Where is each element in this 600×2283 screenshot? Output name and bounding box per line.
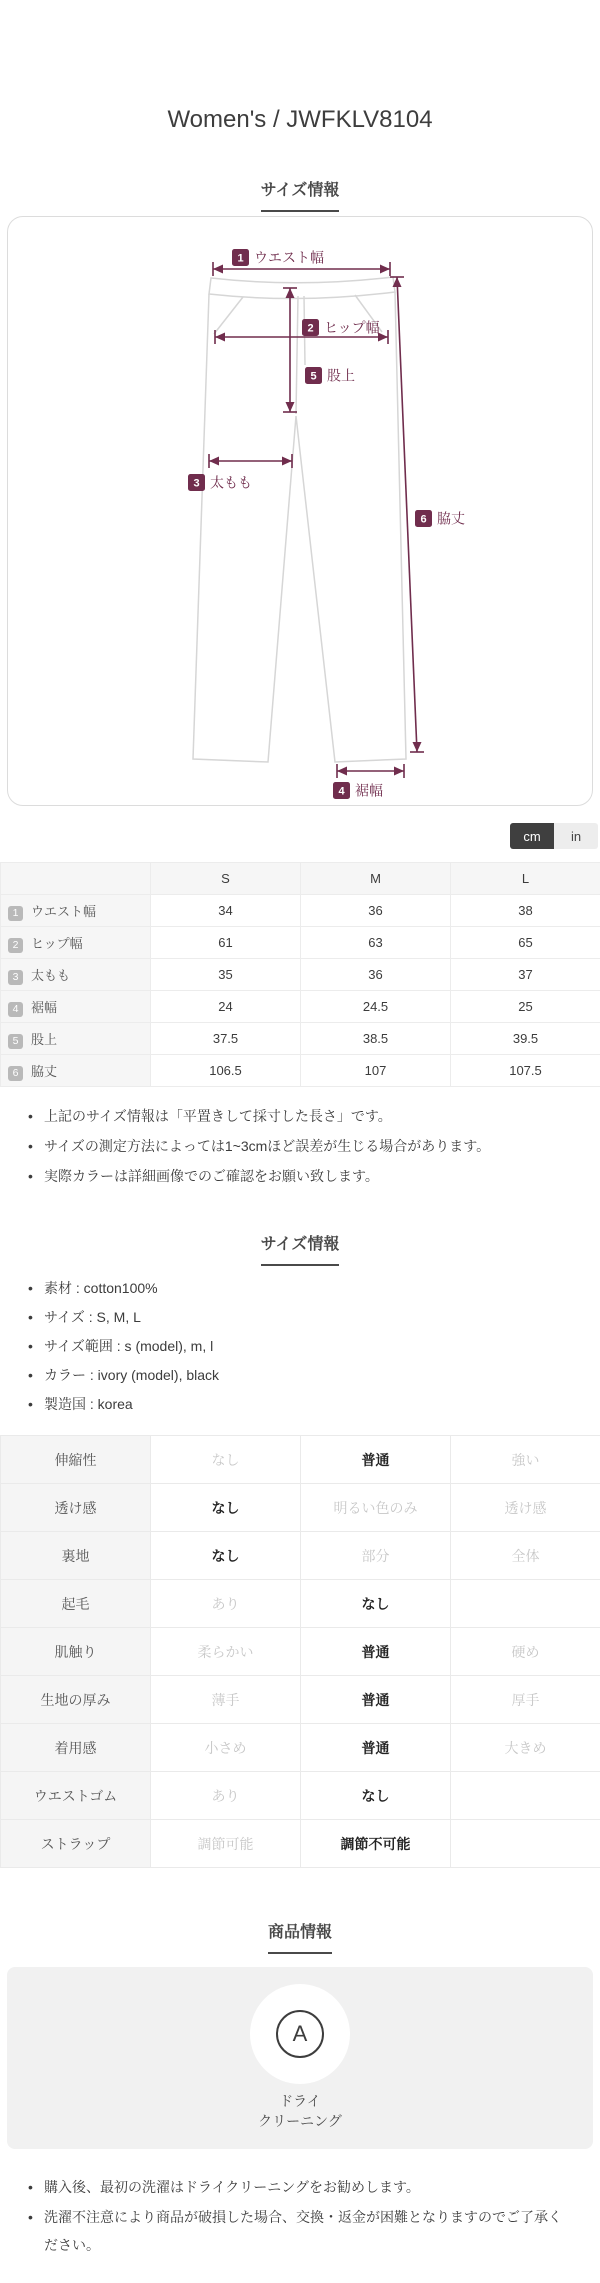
info-item: • サイズ範囲 : s (model), m, l xyxy=(26,1332,574,1361)
svg-text:太もも: 太もも xyxy=(210,474,252,491)
attribute-option: なし xyxy=(151,1436,301,1484)
row-label: 6 脇丈 xyxy=(1,1055,151,1087)
attribute-option: なし xyxy=(301,1772,451,1820)
size-value-cell: 34 xyxy=(151,895,301,927)
size-diagram-panel xyxy=(7,216,593,806)
info-section-heading: サイズ情報 xyxy=(0,1235,600,1266)
circled-a-symbol: A xyxy=(276,2010,324,2058)
note-item: • サイズの測定方法によっては1~3cmほど誤差が生じる場合があります。 xyxy=(26,1131,574,1161)
hip-width-arrow xyxy=(215,319,388,344)
attribute-option: あり xyxy=(151,1772,301,1820)
attribute-option: 柔らかい xyxy=(151,1628,301,1676)
product-section-heading: 商品情報 xyxy=(0,1923,600,1954)
size-table xyxy=(0,862,600,1087)
size-value-cell: 61 xyxy=(151,927,301,959)
size-table-row xyxy=(1,991,600,1023)
svg-text:裾幅: 裾幅 xyxy=(355,782,383,799)
row-label: 5 股上 xyxy=(1,1023,151,1055)
note-item: • 洗濯不注意により商品が破損した場合、交換・返金が困難となりますのでご了承ください。 xyxy=(26,2203,574,2259)
attribute-row xyxy=(1,1628,600,1676)
row-number-badge: 6 xyxy=(8,1066,23,1081)
attribute-row xyxy=(1,1772,600,1820)
info-item: • 素材 : cotton100% xyxy=(26,1274,574,1303)
attribute-option: 厚手 xyxy=(451,1676,600,1724)
attribute-option: 大きめ xyxy=(451,1724,600,1772)
size-section-heading: サイズ情報 xyxy=(0,181,600,212)
note-item: • 購入後、最初の洗濯はドライクリーニングをお勧めします。 xyxy=(26,2173,574,2201)
attribute-option: なし xyxy=(151,1484,301,1532)
size-table-row xyxy=(1,959,600,991)
product-info-list xyxy=(0,1274,600,1419)
svg-text:ウエスト幅: ウエスト幅 xyxy=(254,249,324,266)
attribute-row xyxy=(1,1532,600,1580)
attribute-row xyxy=(1,1436,600,1484)
row-label: 1 ウエスト幅 xyxy=(1,895,151,927)
attribute-option xyxy=(451,1820,600,1868)
row-number-badge: 4 xyxy=(8,1002,23,1017)
attribute-row xyxy=(1,1676,600,1724)
attribute-option: 硬め xyxy=(451,1628,600,1676)
attribute-table xyxy=(0,1435,600,1868)
unit-toggle xyxy=(0,823,598,849)
row-label: 4 裾幅 xyxy=(1,991,151,1023)
column-header-s: S xyxy=(151,863,301,895)
attribute-row xyxy=(1,1580,600,1628)
page-title: Women's / JWFKLV8104 xyxy=(167,106,433,133)
size-value-cell: 35 xyxy=(151,959,301,991)
attribute-option: 部分 xyxy=(301,1532,451,1580)
rise-arrow xyxy=(283,288,355,412)
svg-text:2: 2 xyxy=(307,322,314,335)
svg-text:1: 1 xyxy=(237,252,244,265)
size-notes-list xyxy=(0,1101,600,1191)
care-label: ドライ クリーニング xyxy=(258,2093,342,2129)
attribute-label: 伸縮性 xyxy=(1,1436,151,1484)
attribute-option: なし xyxy=(301,1580,451,1628)
size-value-cell: 38 xyxy=(451,895,600,927)
attribute-label: 起毛 xyxy=(1,1580,151,1628)
svg-text:ヒップ幅: ヒップ幅 xyxy=(324,319,380,336)
size-value-cell: 37 xyxy=(451,959,600,991)
attribute-option: 普通 xyxy=(301,1724,451,1772)
size-value-cell: 107 xyxy=(301,1055,451,1087)
side-length-arrow xyxy=(390,277,465,752)
attribute-option: 普通 xyxy=(301,1628,451,1676)
size-table-header-row xyxy=(1,863,600,895)
hem-width-arrow xyxy=(333,764,404,799)
dry-cleaning-icon xyxy=(250,1984,350,2084)
attribute-option: 小さめ xyxy=(151,1724,301,1772)
attribute-option xyxy=(451,1580,600,1628)
attribute-label: 着用感 xyxy=(1,1724,151,1772)
size-value-cell: 39.5 xyxy=(451,1023,600,1055)
size-value-cell: 36 xyxy=(301,959,451,991)
corner-cell xyxy=(1,863,151,895)
row-label: 2 ヒップ幅 xyxy=(1,927,151,959)
info-item: • 製造国 : korea xyxy=(26,1390,574,1419)
attribute-label: 裏地 xyxy=(1,1532,151,1580)
row-label: 3 太もも xyxy=(1,959,151,991)
svg-text:3: 3 xyxy=(193,477,200,490)
size-table-row xyxy=(1,1023,600,1055)
attribute-row xyxy=(1,1724,600,1772)
attribute-option: 調節不可能 xyxy=(301,1820,451,1868)
attribute-option: 普通 xyxy=(301,1436,451,1484)
care-notes-list xyxy=(0,2173,600,2259)
row-number-badge: 1 xyxy=(8,906,23,921)
size-value-cell: 106.5 xyxy=(151,1055,301,1087)
svg-text:脇丈: 脇丈 xyxy=(437,510,465,527)
pants-outline xyxy=(193,277,406,762)
size-table-row xyxy=(1,927,600,959)
attribute-row xyxy=(1,1820,600,1868)
size-value-cell: 65 xyxy=(451,927,600,959)
size-value-cell: 107.5 xyxy=(451,1055,600,1087)
attribute-option: 薄手 xyxy=(151,1676,301,1724)
attribute-option: 全体 xyxy=(451,1532,600,1580)
unit-in-button[interactable]: in xyxy=(554,823,598,849)
svg-text:6: 6 xyxy=(420,513,427,526)
attribute-label: 生地の厚み xyxy=(1,1676,151,1724)
note-item: • 上記のサイズ情報は「平置きして採寸した長さ」です。 xyxy=(26,1101,574,1131)
attribute-label: ストラップ xyxy=(1,1820,151,1868)
svg-text:股上: 股上 xyxy=(327,367,355,384)
attribute-label: 肌触り xyxy=(1,1628,151,1676)
svg-text:5: 5 xyxy=(310,370,317,383)
waist-width-arrow xyxy=(213,249,390,276)
info-item: • カラー : ivory (model), black xyxy=(26,1361,574,1390)
row-number-badge: 2 xyxy=(8,938,23,953)
pants-measurement-diagram xyxy=(8,217,592,805)
size-value-cell: 38.5 xyxy=(301,1023,451,1055)
attribute-option: 透け感 xyxy=(451,1484,600,1532)
size-value-cell: 25 xyxy=(451,991,600,1023)
care-instructions-panel xyxy=(7,1967,593,2149)
size-value-cell: 37.5 xyxy=(151,1023,301,1055)
size-value-cell: 63 xyxy=(301,927,451,959)
size-value-cell: 24.5 xyxy=(301,991,451,1023)
attribute-option: 調節可能 xyxy=(151,1820,301,1868)
attribute-row xyxy=(1,1484,600,1532)
attribute-label: ウエストゴム xyxy=(1,1772,151,1820)
attribute-option xyxy=(451,1772,600,1820)
attribute-option: 明るい色のみ xyxy=(301,1484,451,1532)
size-table-row xyxy=(1,895,600,927)
size-value-cell: 24 xyxy=(151,991,301,1023)
attribute-option: なし xyxy=(151,1532,301,1580)
attribute-option: 強い xyxy=(451,1436,600,1484)
info-item: • サイズ : S, M, L xyxy=(26,1303,574,1332)
column-header-m: M xyxy=(301,863,451,895)
svg-text:4: 4 xyxy=(338,785,345,798)
column-header-l: L xyxy=(451,863,600,895)
note-item: • 実際カラーは詳細画像でのご確認をお願い致します。 xyxy=(26,1161,574,1191)
row-number-badge: 3 xyxy=(8,970,23,985)
attribute-label: 透け感 xyxy=(1,1484,151,1532)
attribute-option: 普通 xyxy=(301,1676,451,1724)
size-table-row xyxy=(1,1055,600,1087)
attribute-option: あり xyxy=(151,1580,301,1628)
size-value-cell: 36 xyxy=(301,895,451,927)
unit-cm-button[interactable]: cm xyxy=(510,823,554,849)
row-number-badge: 5 xyxy=(8,1034,23,1049)
